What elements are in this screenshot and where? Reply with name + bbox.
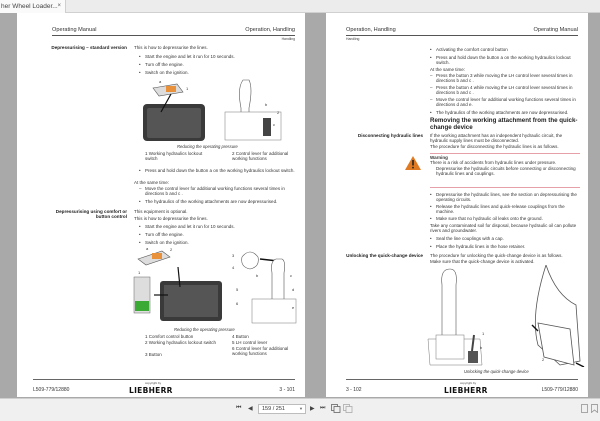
subheader: Handling xyxy=(281,37,295,41)
legend-item: 4 Button xyxy=(232,334,249,339)
previous-page-button[interactable]: ◀ xyxy=(248,406,253,412)
warning-triangle-icon xyxy=(405,156,421,170)
footer-doc-number: L509-779/12880 xyxy=(541,387,578,393)
close-tab-icon[interactable]: × xyxy=(57,3,61,9)
page-navigation-bar xyxy=(0,398,600,421)
section-title-disconnect: Disconnecting hydraulic lines xyxy=(357,133,423,138)
body-text: If the working attachment has an independent hydraulic circuit, the hydraulic supply lines must be disconnected. xyxy=(430,133,563,144)
footer-page-number: 3 - 101 xyxy=(279,387,295,393)
step: • Place the hydraulic lines in the hose retainer. xyxy=(436,244,525,249)
step: • Start the engine and let it run for 10 seconds. xyxy=(145,224,235,229)
step: • Press and hold down the button a on the working hydraulics lockout switch. xyxy=(145,168,295,173)
tab-bar xyxy=(0,0,600,13)
page-header xyxy=(52,27,295,36)
intro-text: This is how to depressurise the lines. xyxy=(134,45,208,50)
substep: – Press the button 3 while moving the LH control lever several times in directions b and c . xyxy=(436,73,581,84)
step: • Switch on the ignition. xyxy=(145,240,189,245)
section-title-comfort: Depressurising using comfort or button control xyxy=(55,209,127,220)
svg-text:2: 2 xyxy=(170,247,173,252)
liebherr-logo: LIEBHERR xyxy=(444,386,488,395)
figure-caption: Reducing the operating pressure xyxy=(174,327,235,332)
document-tab[interactable] xyxy=(0,0,66,13)
svg-text:6: 6 xyxy=(236,301,239,306)
figure-caption: Unlocking the quick-change device xyxy=(464,369,529,374)
legend-item: 3 Button xyxy=(145,352,162,357)
warning-item: Depressurise the hydraulic circuits before connecting or disconnecting hydraulic lines and couplings. xyxy=(436,166,576,177)
warning-title: Warning xyxy=(430,155,448,160)
step: • Make sure that no hydraulic oil leaks onto the ground. xyxy=(436,216,581,221)
page-number-value: 159 / 251 xyxy=(262,406,285,412)
footer-divider xyxy=(33,379,295,380)
optional-text: This equipment is optional. xyxy=(134,209,188,214)
next-page-button[interactable]: ▶ xyxy=(310,406,315,412)
svg-text:1: 1 xyxy=(186,86,189,91)
svg-text:b: b xyxy=(480,345,483,350)
step: • The hydraulics of the working attachments are now depressurised. xyxy=(145,199,295,204)
legend-item: 2 Control lever for additional working functions xyxy=(232,151,289,162)
body-text: The procedure for disconnecting the hydraulic lines is as follows. xyxy=(430,144,559,149)
liebherr-logo: LIEBHERR xyxy=(129,386,173,395)
svg-text:2: 2 xyxy=(542,357,545,362)
svg-text:4: 4 xyxy=(232,265,235,270)
svg-text:b: b xyxy=(265,102,268,107)
first-page-button[interactable]: ⏮ xyxy=(236,405,242,411)
header-right: Operation, Handling xyxy=(245,27,295,33)
fit-page-icon[interactable] xyxy=(581,404,589,413)
footer-copyright: copyright by xyxy=(145,381,162,385)
header-right: Operating Manual xyxy=(533,27,578,33)
legend-item: 5 LH control lever xyxy=(232,340,268,345)
subheader: Handling xyxy=(346,37,360,41)
svg-text:5: 5 xyxy=(236,287,239,292)
header-left: Operation, Handling xyxy=(346,27,396,33)
legend-item: 2 Working hydraulics lockout switch xyxy=(145,340,216,345)
svg-text:a: a xyxy=(146,247,149,251)
substep: – Press the button 4 while moving the LH control lever several times in directions b and c . xyxy=(436,85,581,96)
footer-copyright: copyright by xyxy=(460,381,477,385)
page-header xyxy=(346,27,578,36)
step: • Turn off the engine. xyxy=(145,62,184,67)
legend-item: 1 Working hydraulics lockout switch xyxy=(145,151,203,162)
page-102 xyxy=(326,13,588,397)
header-left: Operating Manual xyxy=(52,27,97,33)
svg-text:a: a xyxy=(159,79,162,84)
legend-item: 6 Control lever for additional working functions xyxy=(232,346,289,357)
warning-text: There is a risk of accidents from hydraulic lines under pressure. xyxy=(430,160,557,165)
substep: – Move the control lever for additional working functions several times in directions b and c . xyxy=(145,186,295,197)
svg-text:1: 1 xyxy=(482,331,485,336)
figure-lockout-switch xyxy=(137,78,287,141)
step: • Release the hydraulic lines and quick-release couplings from the machine. xyxy=(436,204,581,215)
tab-title: her Wheel Loader... xyxy=(1,3,58,10)
two-page-view-icon[interactable] xyxy=(343,404,353,413)
svg-text:1: 1 xyxy=(138,270,141,275)
step: • Depressurise the hydraulic lines, see the section on depressurising the operating circuits. xyxy=(436,192,581,203)
single-page-view-icon[interactable] xyxy=(331,404,341,413)
last-page-button[interactable]: ⏭ xyxy=(320,405,326,411)
step: • Press and hold down the button a on the working hydraulics lockout switch. xyxy=(436,55,581,66)
substep: – Move the control lever for additional working functions several times in directions d and e. xyxy=(436,97,581,108)
footer-doc-number: L509-779/12880 xyxy=(33,387,70,393)
svg-text:3: 3 xyxy=(232,253,235,258)
bookmark-icon[interactable] xyxy=(591,404,599,413)
footer-page-number: 3 - 102 xyxy=(346,387,362,393)
body-text: Take any contaminated soil for disposal, because hydraulic oil can pollute rivers and groundwater. xyxy=(430,223,577,234)
step: • Seal the line couplings with a cap. xyxy=(436,236,504,241)
section-title-unlock: Unlocking the quick-change device xyxy=(346,253,423,258)
figure-comfort-control xyxy=(132,247,297,325)
step: • Activating the comfort control button xyxy=(436,47,508,52)
section-title-standard: Depressurising – standard version xyxy=(51,45,127,50)
footer-divider xyxy=(346,379,578,380)
figure-quick-change xyxy=(426,265,586,367)
step: • Turn off the engine. xyxy=(145,232,184,237)
legend-item: 1 Comfort control button xyxy=(145,334,194,339)
page-number-input[interactable] xyxy=(258,404,306,414)
document-viewer[interactable] xyxy=(0,13,600,398)
svg-text:e: e xyxy=(292,305,295,310)
page-101 xyxy=(17,13,305,397)
body-text: The procedure for unlocking the quick-change device is as follows. xyxy=(430,253,563,258)
svg-text:d: d xyxy=(292,287,295,292)
intro-text: This is how to depressurise the lines. xyxy=(134,216,208,221)
step: • Start the engine and let it run for 10 seconds. xyxy=(145,54,235,59)
body-text: Make sure that the quick-change device is activated. xyxy=(430,259,535,264)
svg-text:c: c xyxy=(273,122,275,127)
svg-text:b: b xyxy=(256,273,259,278)
svg-text:c: c xyxy=(290,273,292,278)
step: • Switch on the ignition. xyxy=(145,70,189,75)
svg-text:2: 2 xyxy=(277,110,280,115)
chevron-down-icon[interactable]: ▼ xyxy=(299,406,303,411)
section-heading: Removing the working attachment from the quick-change device xyxy=(430,117,578,131)
same-time-label: At the same time: xyxy=(134,180,170,185)
step: • The hydraulics of the working attachments are now depressurised. xyxy=(436,110,581,115)
figure-caption: Reducing the operating pressure xyxy=(177,144,238,149)
same-time-label: At the same time: xyxy=(430,67,466,72)
